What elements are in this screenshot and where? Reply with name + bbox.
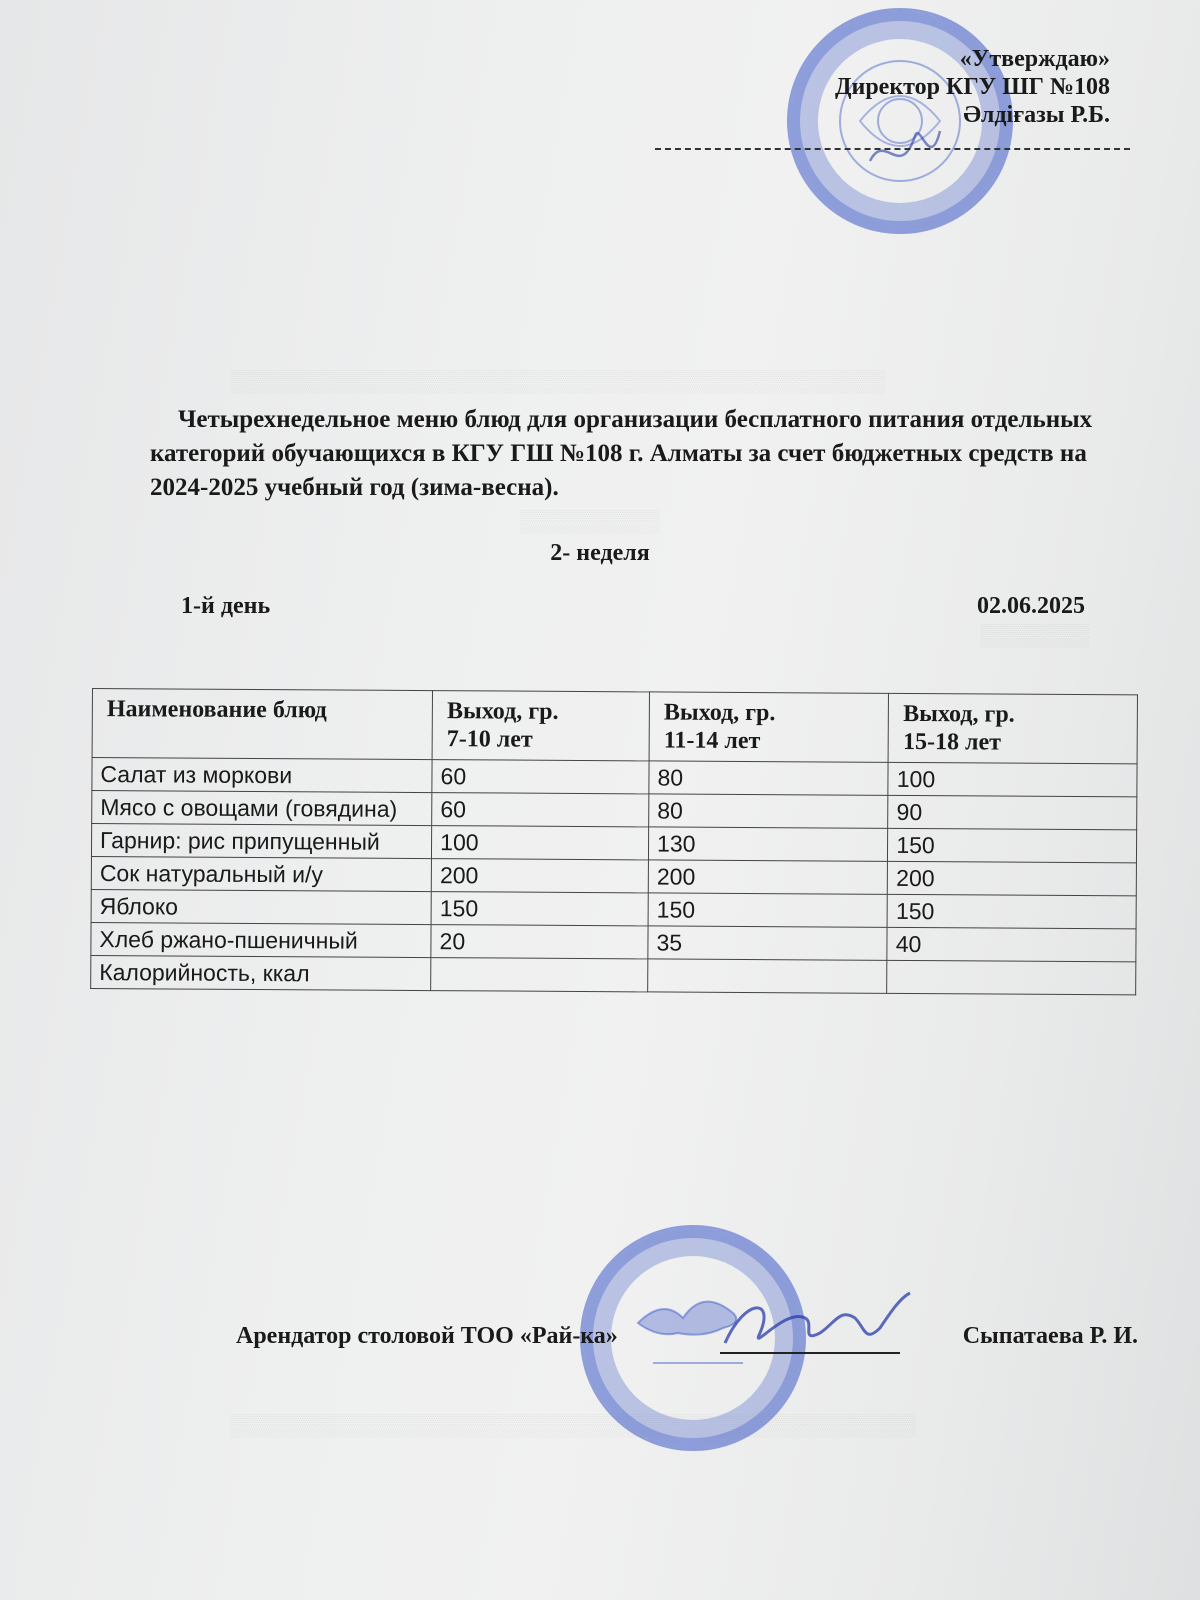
portion-g1: 20 — [431, 925, 648, 959]
header-group-1: Выход, гр. 7-10 лет — [432, 691, 649, 761]
portion-g3: 90 — [888, 795, 1137, 830]
portion-g3: 150 — [888, 828, 1137, 863]
tenant-name: Сыпатаева Р. И. — [962, 1323, 1138, 1349]
portion-g3: 100 — [888, 762, 1137, 797]
approve-label: «Утверждаю» — [959, 46, 1110, 72]
header-dish-name: Наименование блюд — [92, 689, 433, 760]
portion-g2: 80 — [649, 761, 888, 795]
dish-name: Калорийность, ккал — [91, 955, 431, 990]
week-label: 2- неделя — [550, 540, 650, 566]
portion-g1: 60 — [432, 793, 649, 827]
portion-g1: 60 — [432, 760, 649, 794]
portion-g3 — [887, 960, 1136, 995]
portion-g1 — [431, 958, 648, 992]
dish-name: Гарнир: рис припущенный — [91, 824, 431, 859]
header-group-2: Выход, гр. 11-14 лет — [649, 692, 889, 762]
tenant-label: Арендатор столовой ТОО «Рай-ка» — [236, 1323, 618, 1349]
portion-g2: 35 — [648, 926, 887, 960]
dish-name: Салат из моркови — [92, 758, 432, 793]
table-row — [91, 955, 1136, 994]
table-header-row — [92, 689, 1137, 764]
portion-g1: 150 — [431, 892, 648, 926]
portion-g2 — [648, 959, 887, 993]
dish-name: Яблоко — [91, 889, 431, 924]
signature-line — [655, 148, 1130, 150]
date-label: 02.06.2025 — [977, 593, 1085, 619]
dish-name: Мясо с овощами (говядина) — [92, 791, 432, 826]
portion-g2: 130 — [649, 827, 888, 861]
approval-block — [835, 45, 1110, 129]
portion-g3: 200 — [888, 861, 1137, 896]
signature-icon — [715, 1288, 925, 1368]
header-group-3: Выход, гр. 15-18 лет — [888, 693, 1137, 764]
portion-g1: 100 — [432, 826, 649, 860]
document-title: Четырехнедельное меню блюд для организации бесплатного питания отдельных категорий обучающихся в КГУ ГШ №108 г. Алматы за счет бюджетных средств на 2024-2025 учебный год (зима-весна). — [150, 406, 1093, 501]
day-label: 1-й день — [181, 593, 271, 619]
dish-name: Хлеб ржано-пшеничный — [91, 922, 431, 957]
director-name: Әлдіғазы Р.Б. — [963, 102, 1110, 128]
portion-g2: 150 — [648, 893, 887, 927]
portion-g3: 150 — [887, 894, 1136, 929]
menu-table — [90, 688, 1138, 995]
portion-g2: 80 — [649, 794, 888, 828]
portion-g3: 40 — [887, 927, 1136, 962]
director-position: Директор КГУ ШГ №108 — [834, 74, 1110, 100]
portion-g1: 200 — [431, 859, 648, 893]
tenant-signature-line — [720, 1352, 900, 1354]
dish-name: Сок натуральный и/у — [91, 856, 431, 891]
portion-g2: 200 — [648, 860, 887, 894]
